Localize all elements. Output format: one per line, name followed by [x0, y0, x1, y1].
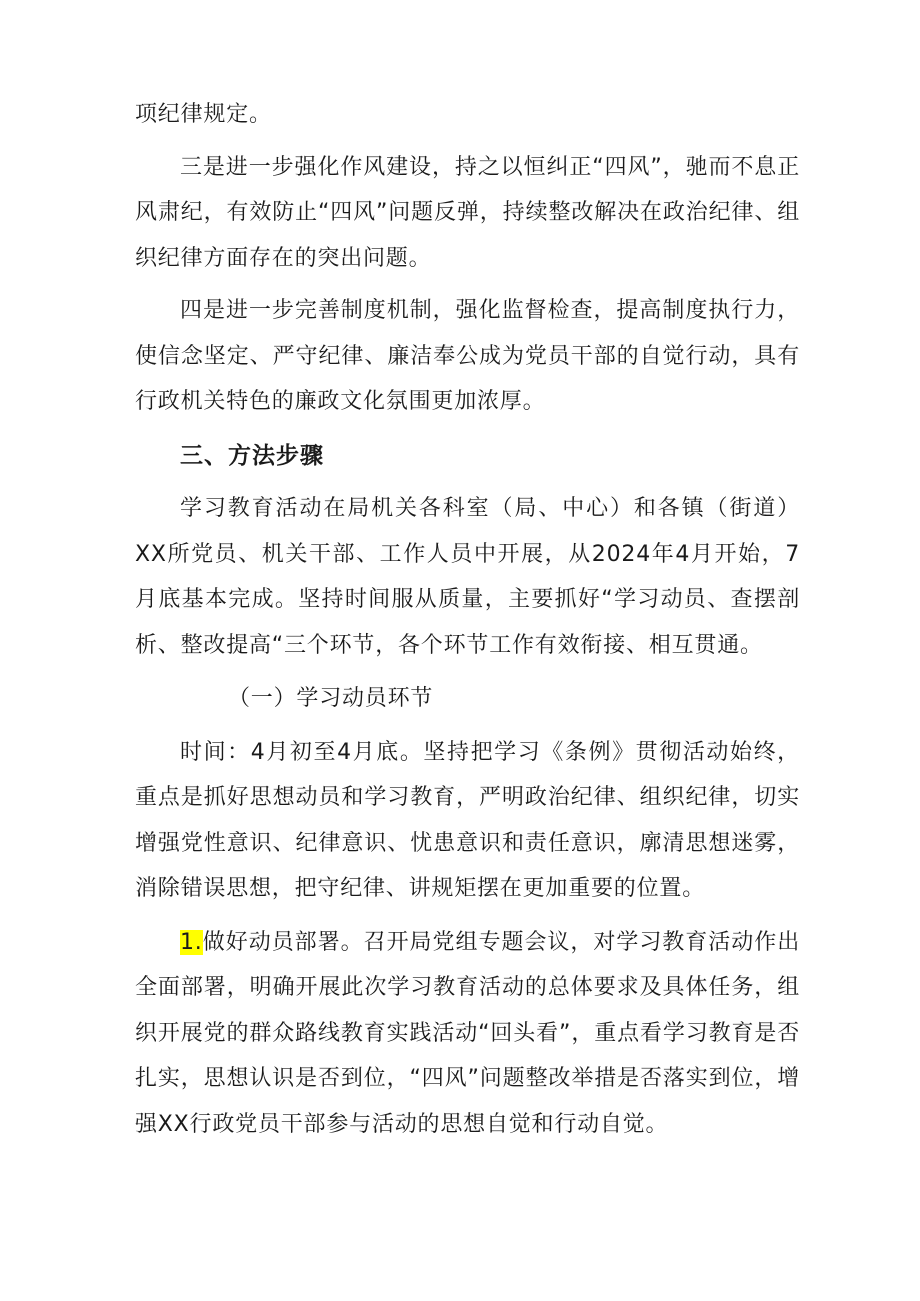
paragraph-time-schedule: 时间：4月初至4月底。坚持把学习《条例》贯彻活动始终，重点是抓好思想动员和学习教育，严明政治纪律、组织纪律，切实增强党性意识、纪律意识、忧患意识和责任意识，廓清思想迷雾，消除错误思想，把守纪律、讲规矩摆在更加重要的位置。 — [135, 739, 800, 901]
highlighted-item-number: 1. — [180, 929, 203, 955]
paragraph-methods-intro: 学习教育活动在局机关各科室（局、中心）和各镇（街道）XX所党员、机关干部、工作人员中开展，从2024年4月开始，7月底基本完成。坚持时间服从质量，主要抓好“学习动员、查摆剖析、整改提高“三个环节，各个环节工作有效衔接、相互贯通。 — [135, 496, 800, 658]
subheading-study-mobilization — [135, 676, 800, 722]
paragraph-mobilization-deployment — [135, 920, 800, 1148]
paragraph-three: 三是进一步强化作风建设，持之以恒纠正“四风”，驰而不息正风肃纪，有效防止“四风”问题反弹，持续整改解决在政治纪律、组织纪律方面存在的突出问题。 — [135, 154, 800, 271]
subheading-text: （一）学习动员环节 — [228, 686, 434, 711]
document-body — [135, 92, 800, 1147]
section-heading-methods: 三、方法步骤 — [180, 442, 324, 469]
paragraph-continuation: 项纪律规定。 — [135, 102, 272, 127]
paragraph-four: 四是进一步完善制度机制，强化监督检查，提高制度执行力，使信念坚定、严守纪律、廉洁奉公成为党员干部的自觉行动，具有行政机关特色的廉政文化氛围更加浓厚。 — [135, 298, 800, 414]
paragraph-mobilization-text: 做好动员部署。召开局党组专题会议，对学习教育活动作出全面部署，明确开展此次学习教育活动的总体要求及具体任务，组织开展党的群众路线教育实践活动“回头看”，重点看学习教育是否扎实，思想认识是否到位，“四风”问题整改举措是否落实到位，增强XX行政党员干部参与活动的思想自觉和行动自觉。 — [135, 929, 800, 1137]
